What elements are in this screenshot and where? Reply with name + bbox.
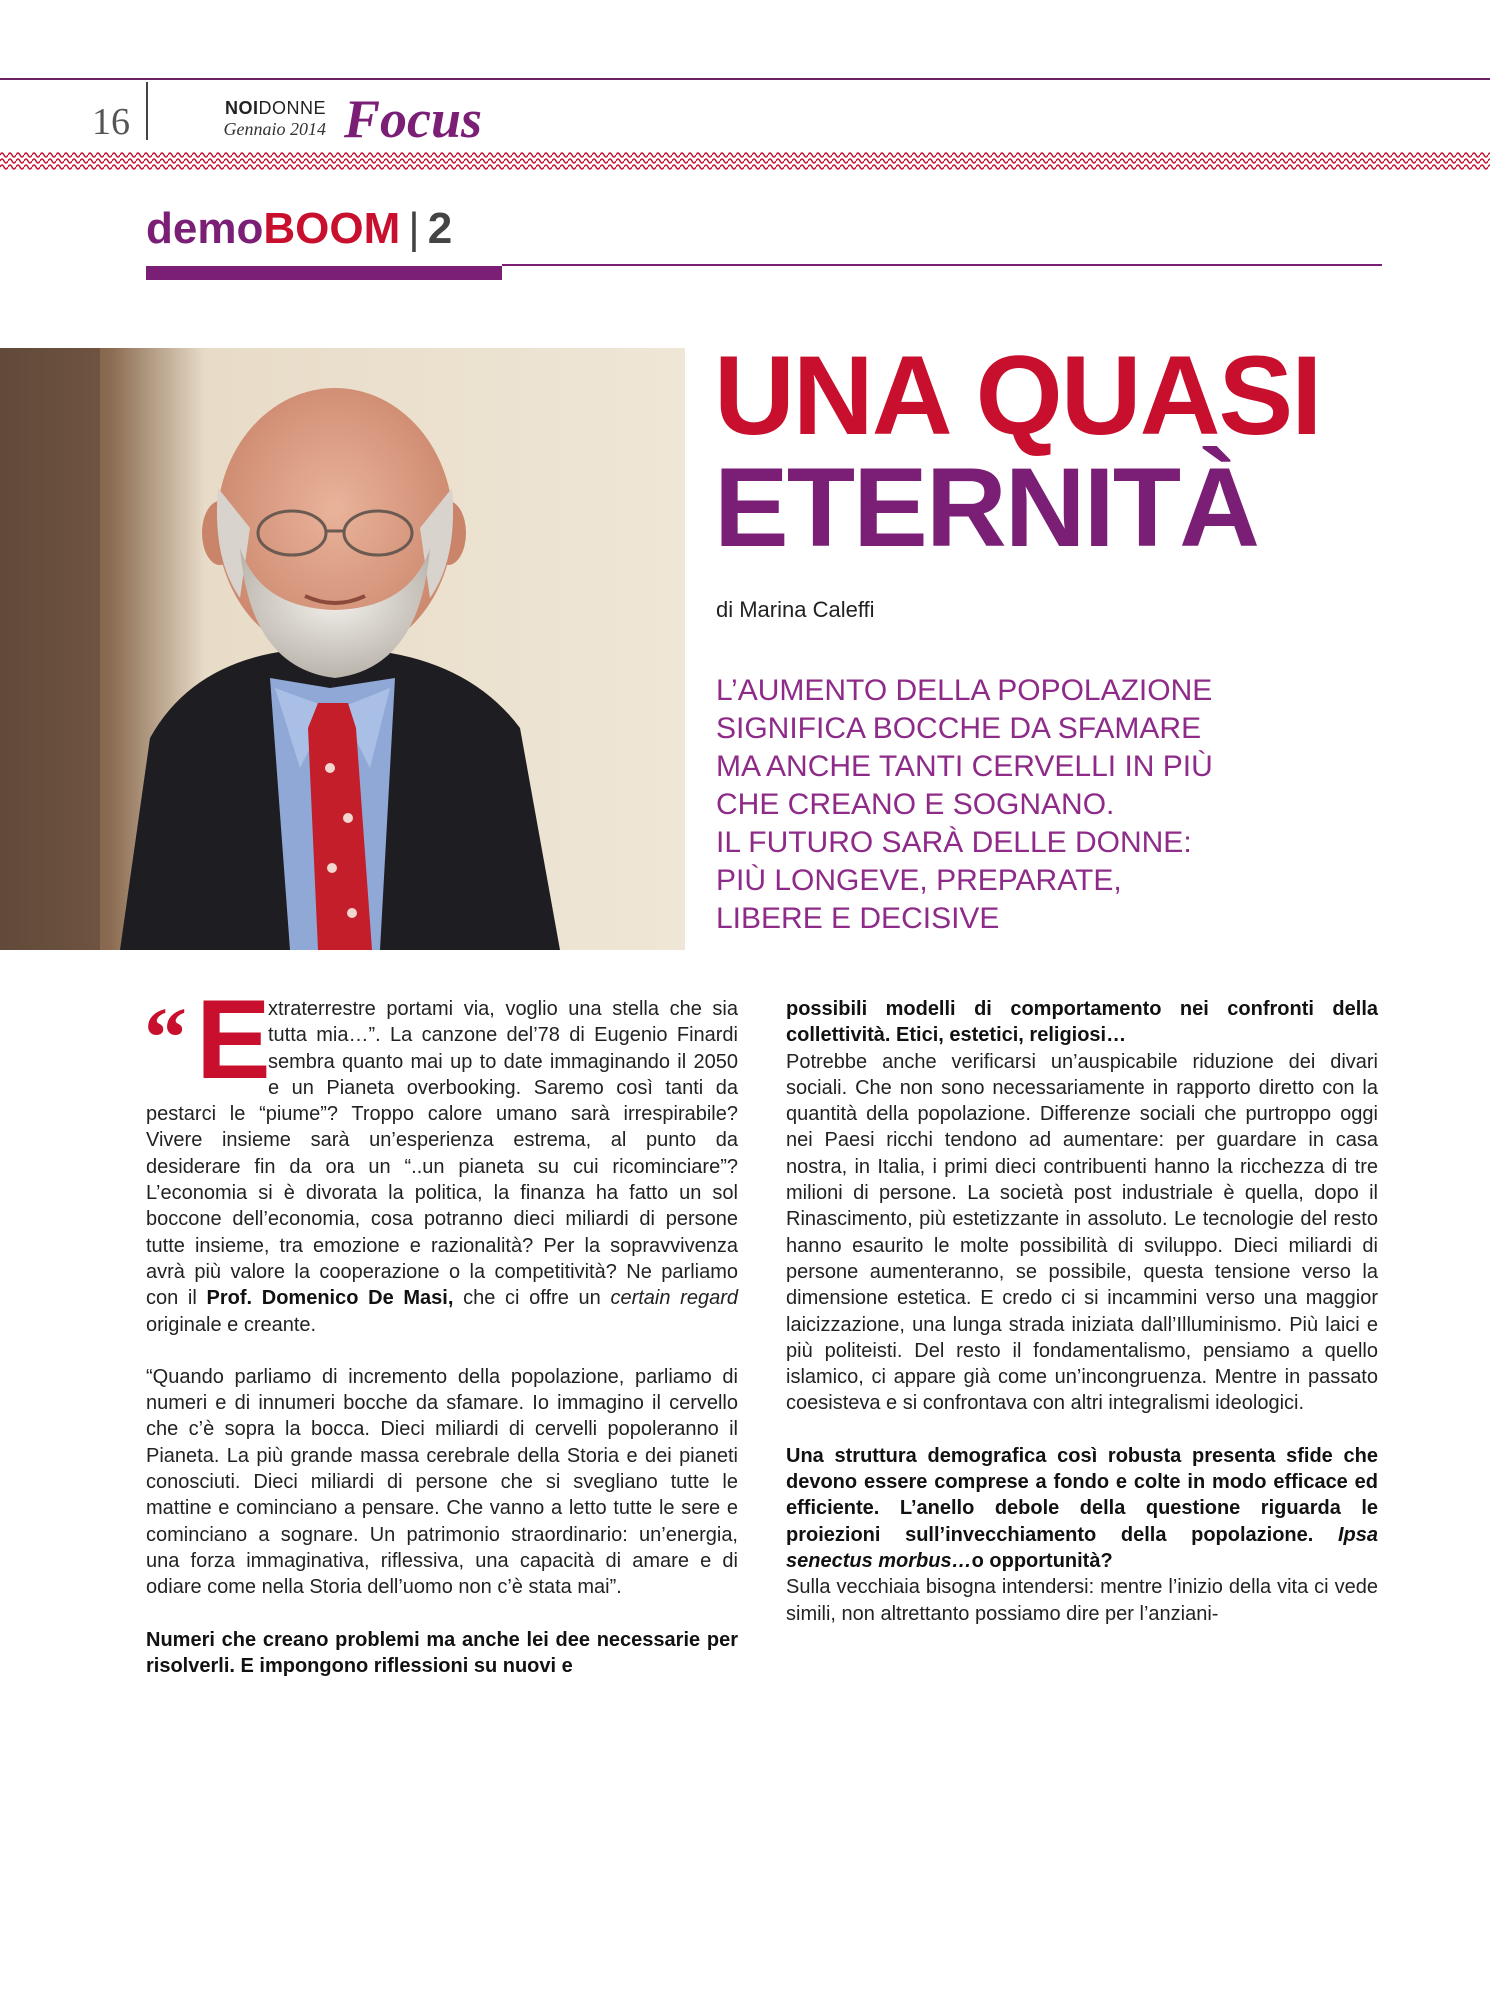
- answer-paragraph-3: Sulla vecchiaia bisogna intendersi: mentre l’inizio della vita ci vede simili, non altrettanto possiamo dire per l’anziani-: [786, 1576, 1378, 1625]
- standfirst-line: MA ANCHE TANTI CERVELLI IN PIÙ: [716, 750, 1213, 783]
- intro-text-2: che ci offre un: [453, 1287, 611, 1310]
- page-number: 16: [92, 101, 130, 143]
- section-name: Focus: [344, 89, 483, 149]
- answer-paragraph-1: “Quando parliamo di incremento della popolazione, parliamo di numeri e di innumeri bocche da sfamare. Io immagino il cervello che c’è sopra la bocca. Dieci miliardi di cervelli popoleranno il Pianeta. La più grande massa cerebrale della Storia e dei pianeti conosciuti. Dieci miliardi di persone che si svegliano tutte le mattine e cominciano a pensare. Che vanno a letto tutte le sere e cominciano a sognare. Un patrimonio straordinario: un’energia, una forza immaginativa, riflessiva, una capacità di amare e di odiare come nella Storia dell’uomo non c’è stata mai”.: [146, 1365, 738, 1599]
- question-1-part-2: [786, 996, 1378, 1049]
- series-rule-thin: [502, 264, 1382, 266]
- question-1-text: Numeri che creano problemi ma anche lei dee necessarie per risolverli. E impongono riflessioni su nuovi e: [146, 1628, 738, 1677]
- standfirst: [716, 672, 1416, 938]
- question-2-text: Una struttura demografica così robusta presenta sfide che devono essere comprese a fondo e colte in modo efficace ed efficiente. L’anello debole della questione riguarda le proiezioni sull’invecchiamento della popolazione.: [786, 1444, 1378, 1546]
- issue-date: Gennaio 2014: [223, 119, 326, 139]
- question-1-continued: possibili modelli di comportamento nei confronti della collettività. Etici, estetici, religiosi…: [786, 998, 1378, 1047]
- top-rule: [0, 78, 1490, 80]
- standfirst-line: LIBERE E DECISIVE: [716, 902, 1000, 935]
- header-divider: [146, 82, 148, 140]
- magazine-name-bold: NOI: [224, 98, 259, 118]
- byline: di Marina Caleffi: [716, 597, 875, 622]
- masthead: [206, 98, 326, 140]
- series-label: [146, 204, 452, 254]
- portrait-photo-illustration: [0, 348, 685, 950]
- standfirst-line: IL FUTURO SARÀ DELLE DONNE:: [716, 826, 1192, 859]
- series-rule-thick: [146, 266, 502, 280]
- intro-paragraph: [144, 977, 738, 1338]
- question-2-italic: Ipsa senectus morbus…: [786, 1523, 1378, 1572]
- series-name-part2: BOOM: [263, 204, 401, 253]
- series-separator: |: [408, 204, 420, 253]
- series-number: 2: [427, 204, 453, 253]
- question-1-part-1: [146, 1627, 738, 1680]
- title-line-2: ETERNITÀ: [714, 445, 1258, 570]
- magazine-name: [206, 98, 326, 118]
- wavy-rule: [0, 150, 1490, 172]
- article-title: [714, 333, 1454, 570]
- standfirst-line: L’AUMENTO DELLA POPOLAZIONE: [716, 674, 1213, 707]
- interviewee-name: Prof. Domenico De Masi,: [206, 1287, 454, 1310]
- intro-text: xtraterrestre portami via, voglio una stella che sia tutta mia…”. La canzone del’78 di Eugenio Finardi sembra quanto mai up to date immaginando il 2050 e un Pianeta overbooking. Saremo così tanti da pestarci le “piume”? Troppo calore umano sarà irrespirabile? Vivere insieme sarà un’esperienza estrema, al punto da desiderare fin da ora un “..un pianeta su cui ricominciare”? L’economia si è divorata la politica, la finanza ha fatto un sol boccone dell’economia, cosa potranno dieci miliardi di persone tutte insieme, tra emozione e razionalità? Per la sopravvivenza avrà più valore la cooperazione o la competitività? Ne parliamo con il: [146, 998, 738, 1310]
- standfirst-line: PIÙ LONGEVE, PREPARATE,: [716, 864, 1122, 897]
- standfirst-line: CHE CREANO E SOGNANO.: [716, 788, 1115, 821]
- magazine-name-regular: DONNE: [258, 98, 326, 118]
- standfirst-line: SIGNIFICA BOCCHE DA SFAMARE: [716, 712, 1202, 745]
- drop-cap-quote: “: [144, 989, 187, 1085]
- question-2-end: o opportunità?: [971, 1549, 1113, 1572]
- article-column-left: [144, 977, 738, 1679]
- portrait-photo: [0, 348, 685, 950]
- drop-cap-letter: E: [196, 977, 271, 1102]
- intro-italic: certain regard: [610, 1287, 738, 1310]
- drop-cap: [144, 977, 271, 1102]
- answer-paragraph-2: Potrebbe anche verificarsi un’auspicabile riduzione dei divari sociali. Che non sono necessariamente in rapporto diretto con la quantità della popolazione. Differenze sociali che purtroppo oggi nei Paesi ricchi tendono ad aumentare: per guardare in casa nostra, in Italia, i primi dieci contribuenti hanno la ricchezza di tre milioni di persone. La società post industriale è quella, dopo il Rinascimento, più estetizzante in assoluto. Le tecnologie del resto hanno esaurito le molte possibilità di sviluppo. Dieci miliardi di persone aumenteranno, se possibile, questa tensione verso la dimensione estetica. E credo ci si incammini verso una maggior laicizzazione, una lunga strada iniziata dall’Illuminismo. Più laici e più politeisti. Del resto il fondamentalismo, pensiamo a quello islamico, ci appare già come un’incongruenza. Mentre in passato coesisteva e si confrontava con altri integralismi ideologici.: [786, 1050, 1378, 1415]
- intro-text-3: originale e creante.: [146, 1313, 317, 1336]
- question-2: [786, 1443, 1378, 1574]
- title-line-1: UNA QUASI: [714, 333, 1321, 458]
- article-column-right: [786, 996, 1378, 1627]
- series-name-part1: demo: [146, 204, 264, 253]
